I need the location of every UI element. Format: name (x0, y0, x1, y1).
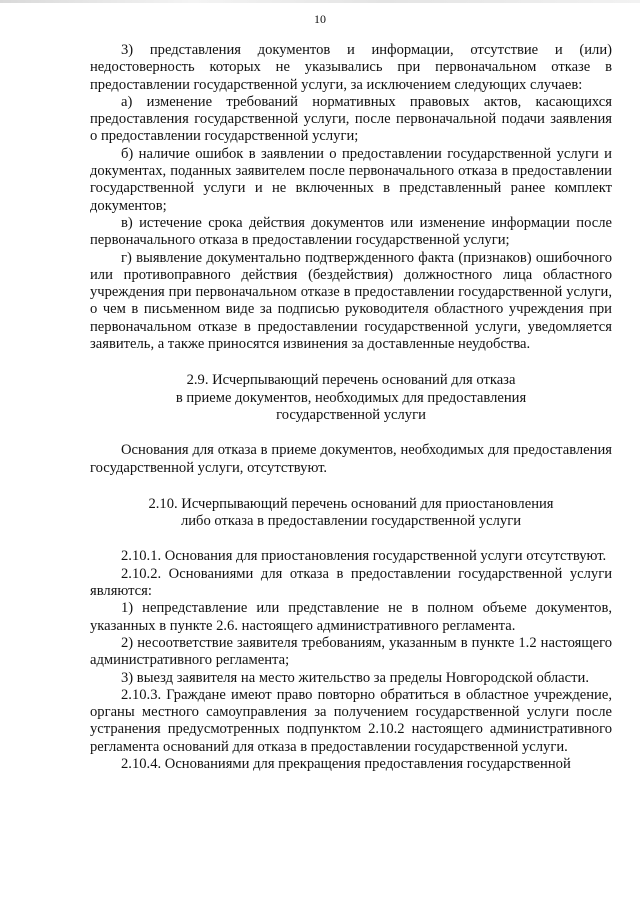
section-heading-2-10 (90, 496, 612, 531)
heading-line: 2.10. Исчерпывающий перечень оснований для приостановления (148, 495, 554, 512)
document-body (90, 42, 612, 773)
list-item: 3) выезд заявителя на место жительство за пределы Новгородской области. (121, 669, 589, 686)
heading-line: либо отказа в предоставлении государственной услуги (180, 513, 522, 530)
list-item: б) наличие ошибок в заявлении о предоставлении государственной услуги и документах, поданных заявителем после первоначального отказа в предоставлении государственной услуги и не включенных в представленный ранее комплект документов; (90, 145, 612, 214)
list-item: 2) несоответствие заявителя требованиям, указанным в пункте 1.2 настоящего административного регламента; (90, 634, 612, 669)
list-item: 1) непредставление или представление не в полном объеме документов, указанных в пункте 2.6. настоящего административного регламента. (90, 600, 612, 634)
paragraph: 2.10.4. Основаниями для прекращения предоставления государственной (121, 755, 571, 772)
heading-line: 2.9. Исчерпывающий перечень оснований для отказа (186, 372, 516, 389)
paragraph: 2.10.3. Граждане имеют право повторно обратиться в областное учреждение, органы местного самоуправления за получением государственной услуги после устранения предусмотренных подпунктом 2.10.2 настоящего административного регламента оснований для отказа в предоставлении государственной услуги. (90, 686, 612, 755)
heading-line: государственной услуги (276, 406, 426, 423)
paragraph: 2.10.2. Основаниями для отказа в предоставлении государственной услуги являются: (90, 565, 612, 600)
scan-edge (0, 0, 640, 3)
paragraph: Основания для отказа в приеме документов, необходимых для предоставления государственной услуги, отсутствуют. (90, 442, 612, 476)
section-heading-2-9 (90, 372, 612, 424)
paragraph: 3) представления документов и информации, отсутствие и (или) недостоверность которых не указывались при первоначальном отказе в предоставлении государственной услуги, за исключением следующих случаев: (90, 42, 612, 93)
page-number: 10 (314, 12, 326, 26)
heading-line: в приеме документов, необходимых для предоставления (175, 389, 527, 406)
list-item: г) выявление документально подтвержденного факта (признаков) ошибочного или противоправного действия (бездействия) должностного лица областного учреждения при первоначальном отказе в предоставлении государственной услуги, о чем в письменном виде за подписью руководителя областного учреждения при первоначальном отказе в предоставлении государственной услуги, уведомляется заявитель, а также приносятся извинения за доставленные неудобства. (90, 249, 612, 353)
list-item: а) изменение требований нормативных правовых актов, касающихся предоставления государственной услуги, после первоначальной подачи заявления о предоставлении государственной услуги; (90, 93, 612, 145)
paragraph: 2.10.1. Основания для приостановления государственной услуги отсутствуют. (121, 548, 607, 565)
list-item: в) истечение срока действия документов или изменение информации после первоначального отказа в предоставлении государственной услуги; (90, 214, 612, 249)
